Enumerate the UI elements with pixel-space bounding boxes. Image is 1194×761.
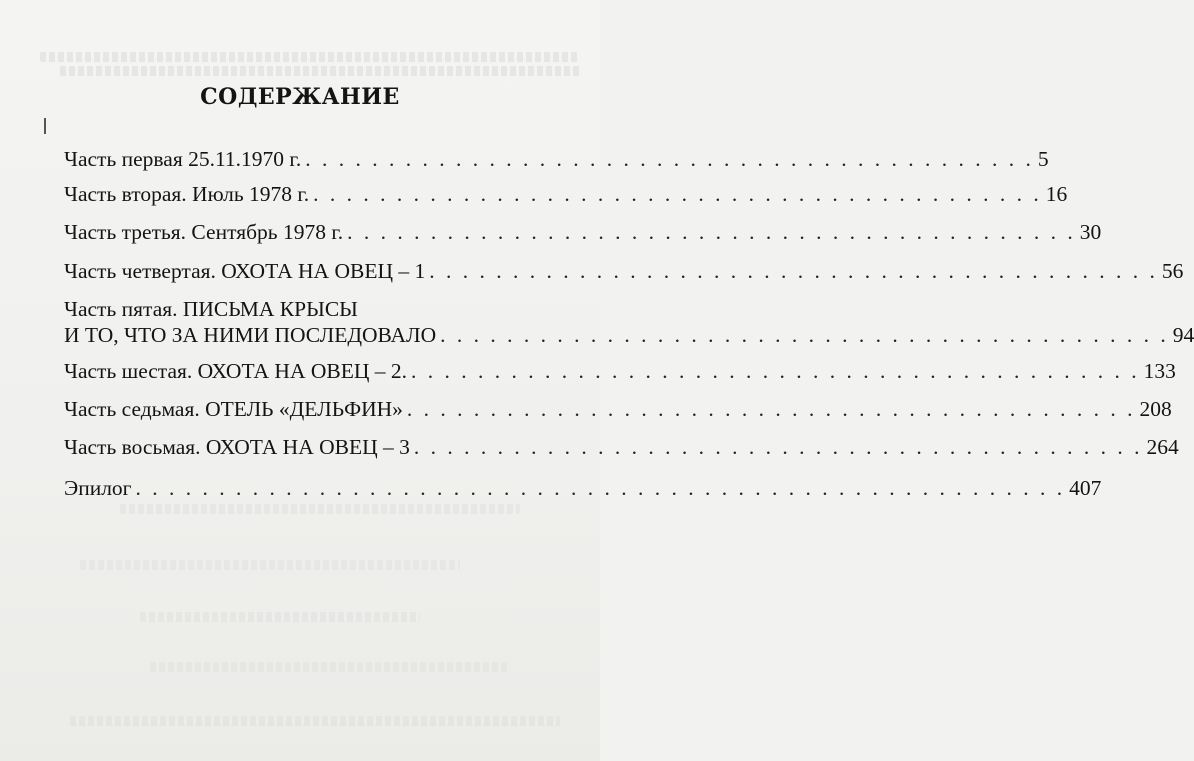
leader-dots: . . . . . . . . . . . . . . . . . . . . . . . . . . . . . . . . . . . . . . . . . . . . [440,323,1169,347]
toc-entry-label: Часть четвертая. ОХОТА НА ОВЕЦ – 1 [64,259,426,283]
toc-entry[interactable] [64,258,1184,284]
toc-page-number: 16 [1045,182,1068,206]
toc-page-number: 94 [1172,323,1194,347]
toc-page-number: 56 [1161,259,1184,283]
toc-page-number: 133 [1143,359,1176,383]
toc-entry-label: Часть первая 25.11.1970 г. [64,147,302,171]
toc-page-number: 264 [1146,435,1179,459]
leader-dots: . . . . . . . . . . . . . . . . . . . . . . . . . . . . . . . . . . . . . . . . . . . . [411,359,1140,383]
leader-dots: . . . . . . . . . . . . . . . . . . . . . . . . . . . . . . . . . . . . . . . . . . . . [429,259,1158,283]
toc-entry[interactable] [64,181,1068,207]
toc-page-number: 30 [1079,220,1102,244]
toc-entry[interactable] [64,358,1176,384]
toc-entry[interactable] [64,396,1172,422]
bleed-through-text [70,716,560,726]
bleed-through-text [140,612,420,622]
bleed-through-text [40,52,580,62]
leader-dots: . . . . . . . . . . . . . . . . . . . . . . . . . . . . . . . . . . . . . . . . . . . . [413,435,1143,459]
page-title: СОДЕРЖАНИЕ [200,84,400,110]
toc-entry[interactable] [64,146,1049,172]
toc-entry[interactable] [64,219,1102,245]
toc-entry[interactable] [64,296,1194,348]
bleed-through-text [80,560,460,570]
toc-entry-label-line1: Часть пятая. ПИСЬМА КРЫСЫ [64,297,358,321]
toc-page-number: 5 [1037,147,1049,171]
toc-entry-label: Часть восьмая. ОХОТА НА ОВЕЦ – 3 [64,435,410,459]
bleed-through-text [120,504,520,514]
toc-entry-label: И ТО, ЧТО ЗА НИМИ ПОСЛЕДОВАЛО [64,323,437,347]
toc-entry[interactable] [64,434,1179,460]
toc-entry[interactable] [64,475,1102,501]
leader-dots: . . . . . . . . . . . . . . . . . . . . . . . . . . . . . . . . . . . . . . . . . . . . [347,220,1076,244]
leader-dots: . . . . . . . . . . . . . . . . . . . . . . . . . . . . . . . . . . . . . . . . . . . . [313,182,1042,206]
bleed-through-text [60,66,580,76]
toc-entry-label: Часть третья. Сентябрь 1978 г. [64,220,344,244]
toc-page-number: 208 [1139,397,1172,421]
toc-entry-label: Эпилог [64,476,132,500]
bleed-through-text [150,662,510,672]
leader-dots: . . . . . . . . . . . . . . . . . . . . . . . . . . . . . . . . . . . . . . . . . . . . [406,397,1136,421]
toc-page-number: 407 [1069,476,1102,500]
toc-entry-label: Часть шестая. ОХОТА НА ОВЕЦ – 2. [64,359,408,383]
leader-dots: . . . . . . . . . . . . . . . . . . . . . . . . . . . . . . . . . . . . . . . . . . . . [305,147,1034,171]
page-edge-mark [44,118,46,134]
leader-dots: . . . . . . . . . . . . . . . . . . . . . . . . . . . . . . . . . . . . . . . . . . . . . . . . . . . . . . . . [135,476,1066,500]
toc-entry-label: Часть вторая. Июль 1978 г. [64,182,310,206]
toc-entry-label: Часть седьмая. ОТЕЛЬ «ДЕЛЬФИН» [64,397,403,421]
